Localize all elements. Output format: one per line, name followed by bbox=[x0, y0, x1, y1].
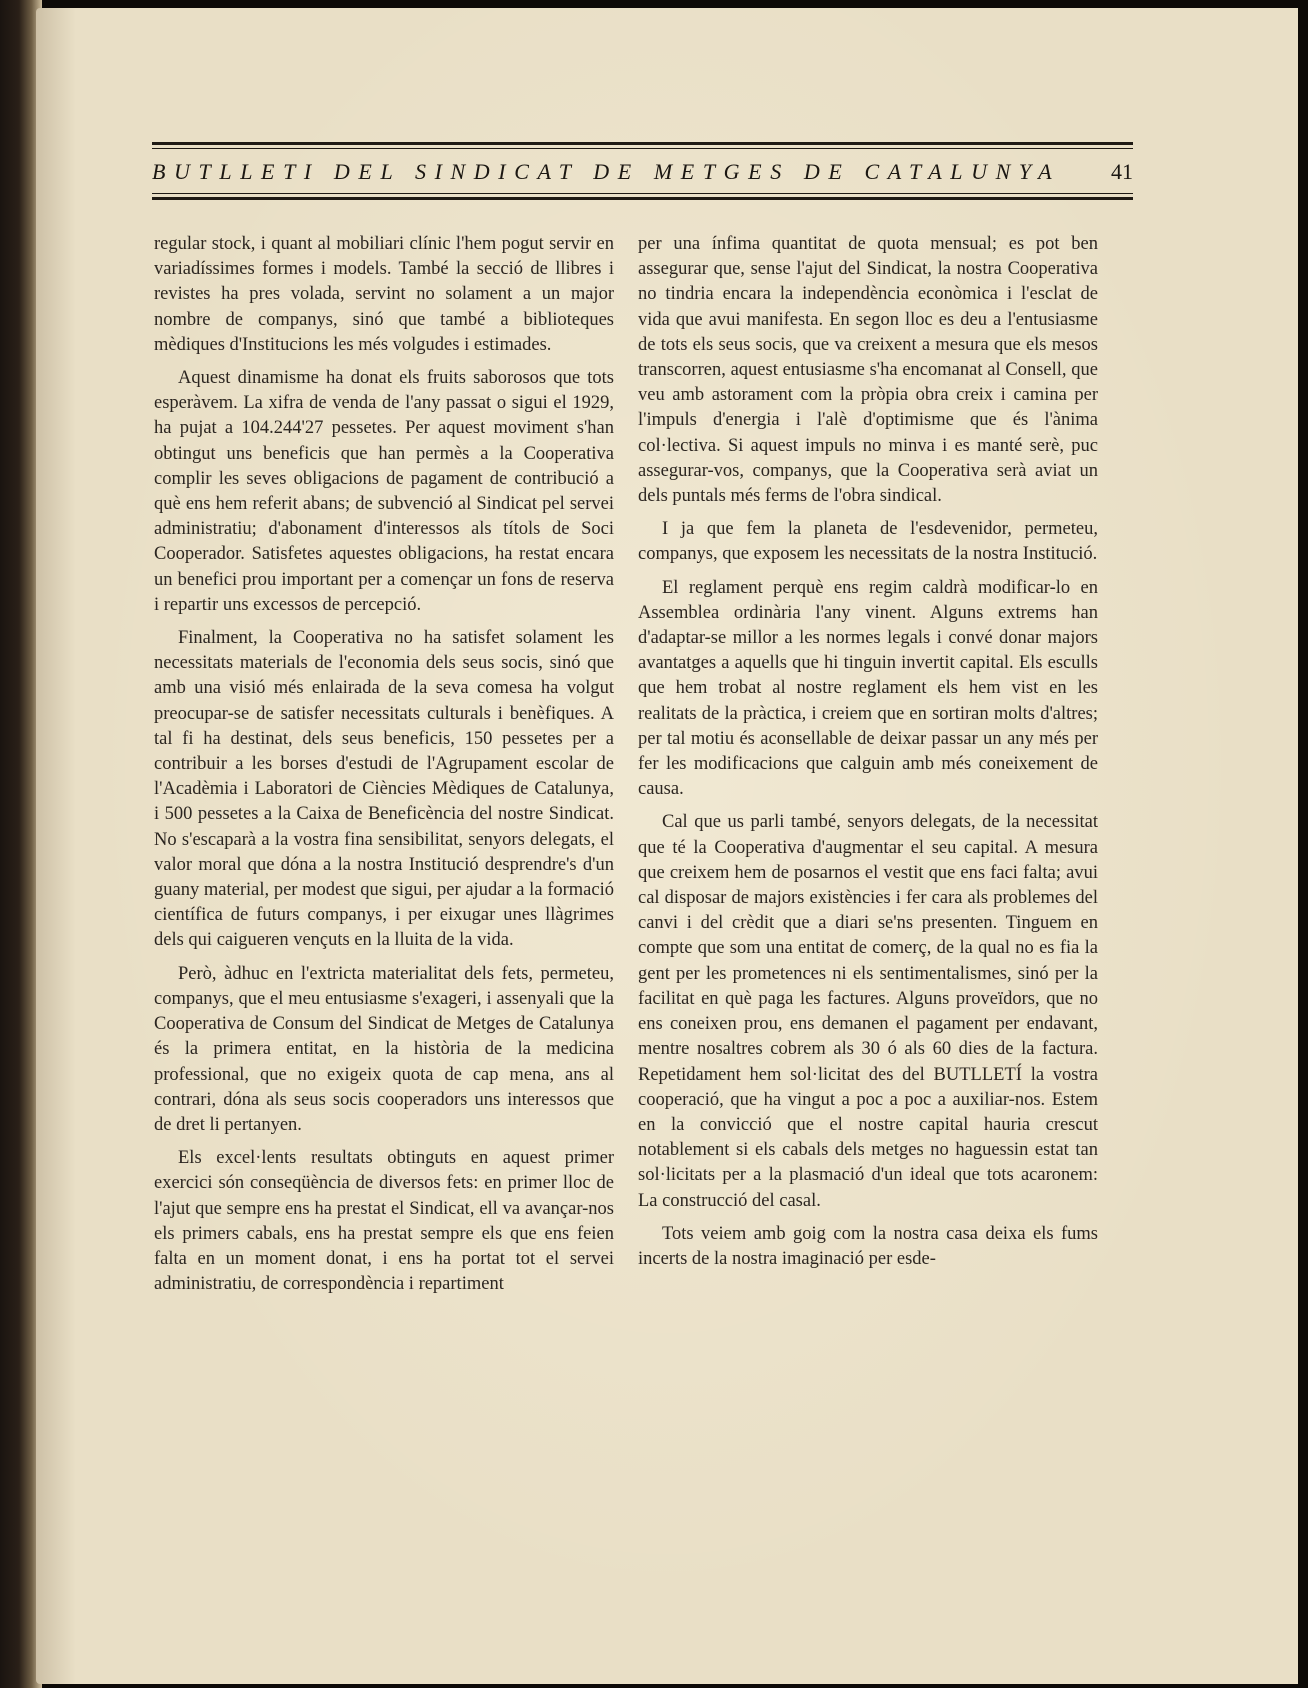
scanned-page bbox=[36, 8, 1298, 1684]
paragraph: I ja que fem la planeta de l'esdevenidor, permeteu, companys, que exposem les necessitats de la nostra Institució. bbox=[638, 519, 1098, 565]
header-bottom-rule-thin bbox=[152, 193, 1133, 194]
right-column bbox=[638, 232, 1098, 1280]
header-bottom-rule-thick bbox=[152, 197, 1133, 200]
paragraph: Però, àdhuc en l'extricta materialitat dels fets, permeteu, companys, que el meu entusiasme s'exageri, i assenyali que la Cooperativa de Consum del Sindicat de Metges de Catalunya és la primera entitat, en la història de la medicina professional, que no exigeix quota de cap mena, ans al contrari, dóna als seus socis cooperadors uns interessos que de dret li pertanyen. bbox=[154, 963, 614, 1135]
paragraph: regular stock, i quant al mobiliari clínic l'hem pogut servir en variadíssimes formes i models. També la secció de llibres i revistes ha pres volada, servint no solament a un major nombre de companys, sinó que també a biblioteques mèdiques d'Institucions les més volgudes i estimades. bbox=[154, 234, 614, 355]
header-top-rule-thin bbox=[152, 148, 1133, 149]
paragraph: Finalment, la Cooperativa no ha satisfet solament les necessitats materials de l'economia dels seus socis, sinó que amb una visió més enlairada de la seva comesa ha volgut preocupar-se de satisfer necessitats culturals i benèfiques. A tal fi ha destinat, dels seus beneficis, 150 pessetes per a contribuir a les borses d'estudi de l'Agrupament escolar de l'Acadèmia i Laboratori de Ciències Mèdiques de Catalunya, i 500 pessetes a la Caixa de Beneficència del nostre Sindicat. No s'escaparà a la vostra fina sensibilitat, senyors delegats, el valor moral que dóna a la nostra Institució desprendre's d'un guany material, per modest que sigui, per ajudar a la formació científica de futurs companys, i per eixugar unes llàgrimes dels qui caigueren vençuts en la lluita de la vida. bbox=[154, 628, 614, 951]
page-number: 41 bbox=[1111, 159, 1133, 184]
running-header bbox=[152, 154, 1133, 190]
journal-title: BUTLLETI DEL SINDICAT DE METGES DE CATALUNYA bbox=[152, 159, 1061, 184]
paragraph: Els excel·lents resultats obtinguts en aquest primer exercici són conseqüència de diversos fets: en primer lloc de l'ajut que sempre ens ha prestat el Sindicat, ell va avançar-nos els primers cabals, ens ha prestat sempre els que ens feien falta en un moment donat, i ens ha portat tot el servei administratiu, de correspondència i repartiment bbox=[154, 1148, 614, 1295]
paragraph: Tots veiem amb goig com la nostra casa deixa els fums incerts de la nostra imaginació per esde- bbox=[638, 1223, 1098, 1269]
header-top-rule-thick bbox=[152, 142, 1133, 145]
paragraph-text: Cal que us parli també, senyors delegats, de la necessitat que té la Cooperativa d'augmentar el seu capital. A mesura que creixem hem de posarnos el vestit que ens faci falta; avui cal disposar de majors existències i fer cara als problemes del canvi i del crèdit que a diari se'ns presenten. Tinguem en compte que som una entitat de comerç, de la qual no es fia la gent per les prometences ni els sentimentalismes, sinó per la facilitat en què paga les factures. Alguns proveïdors, que no ens coneixen prou, ens demanen el pagament per endavant, mentre nosaltres cobrem als 30 ó als 60 dies de la factura. Repetidament hem sol·licitat des del bbox=[638, 812, 1098, 1085]
paragraph bbox=[638, 810, 1098, 1213]
paragraph: Aquest dinamisme ha donat els fruits saborosos que tots esperàvem. La xifra de venda de l'any passat o sigui el 1929, ha pujat a 104.244'27 pessetes. Per aquest moviment s'han obtingut uns beneficis que han permès a la Cooperativa complir les seves obligacions de pagament de contribució a què ens hem referit abans; de subvenció al Sindicat pel servei administratiu; d'abonament d'interessos als títols de Soci Cooperador. Satisfetes aquestes obligacions, ha restat encara un benefici prou important per a començar un fons de reserva i repartir uns excessos de percepció. bbox=[154, 368, 614, 615]
left-column bbox=[154, 232, 614, 1305]
journal-name-smallcaps: BUTLLETÍ bbox=[933, 1064, 1022, 1085]
paragraph: per una ínfima quantitat de quota mensual; es pot ben assegurar que, sense l'ajut del Sindicat, la nostra Cooperativa no tindria encara la independència econòmica i l'esclat de vida que avui manifesta. En segon lloc es deu a l'entusiasme de tots els seus socis, que va creixent a mesura que els mesos transcorren, aquest entusiasme s'ha encomanat al Consell, que veu amb astorament com la pròpia obra creix i camina per l'impuls d'energia i l'alè d'optimisme que és l'ànima col·lectiva. Si aquest impuls no minva i es manté serè, puc assegurar-vos, companys, que la Cooperativa serà aviat un dels puntals més ferms de l'obra sindical. bbox=[638, 234, 1098, 507]
paragraph: El reglament perquè ens regim caldrà modificar-lo en Assemblea ordinària l'any vinent. Alguns extrems han d'adaptar-se millor a les normes legals i convé donar majors avantatges a aquells que hi tinguin invertit capital. Els esculls que hem trobat al nostre reglament els hem vist en les realitats de la pràctica, i creiem que en sortiran molts d'altres; per tal motiu és aconsellable de deixar passar un any més per fer les modificacions que calguin amb més coneixement de causa. bbox=[638, 577, 1098, 800]
paragraph-text: la vostra cooperació, que ha vingut a poc a poc a auxiliar-nos. Estem en la convicció que el nostre capital hauria crescut notablement si els cabals dels metges no haguessin estat tan sol·licitats per a la plasmació d'un ideal que tots acaronem: La construcció del casal. bbox=[638, 1064, 1099, 1211]
